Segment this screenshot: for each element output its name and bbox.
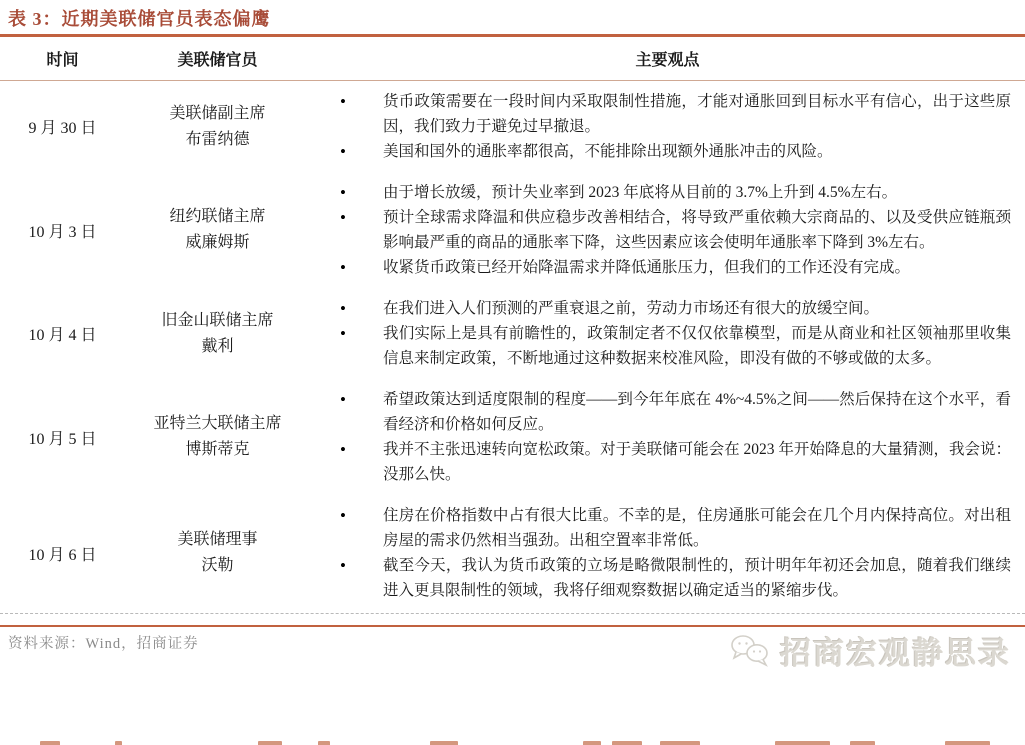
view-point: • 货币政策需要在一段时间内采取限制性措施，才能对通胀回到目标水平有信心，出于这些原因，我们致力于避免过早撤退。: [310, 89, 1011, 139]
row-official: [125, 411, 310, 463]
view-point: • 我们实际上是具有前瞻性的，政策制定者不仅仅依靠模型，而是从商业和社区领袖那里收集信息来制定政策，不断地通过这种数据来校准风险，即没有做的不够或做的太多。: [310, 321, 1011, 371]
official-title: 美联储理事: [177, 531, 258, 548]
official-name: 布雷纳德: [185, 130, 250, 148]
view-point: • 我并不主张迅速转向宽松政策。对于美联储可能会在 2023 年开始降息的大量猜测，我会说：没那么快。: [310, 437, 1011, 487]
footer: [0, 627, 1025, 671]
official-name: 戴利: [201, 337, 234, 355]
row-views: [310, 296, 1025, 371]
table-row: [0, 495, 1025, 611]
row-official: [125, 101, 310, 153]
row-date: 10 月 6 日: [28, 546, 97, 564]
row-views: [310, 89, 1025, 164]
table-row: [0, 288, 1025, 379]
official-title: 纽约联储主席: [169, 208, 266, 225]
view-point: • 由于增长放缓，预计失业率到 2023 年底将从目前的 3.7%上升到 4.5%左右。: [310, 180, 1011, 205]
view-point: • 截至今天，我认为货币政策的立场是略微限制性的，预计明年年初还会加息，随着我们继续进入更具限制性的领域，我将仔细观察数据以确定适当的紧缩步伐。: [310, 553, 1011, 603]
table-title: 表 3：近期美联储官员表态偏鹰: [8, 9, 271, 29]
official-name: 威廉姆斯: [185, 234, 250, 251]
official-title: 亚特兰大联储主席: [153, 415, 282, 432]
table-row: [0, 379, 1025, 495]
source-note: 资料来源：Wind，招商证券: [8, 636, 199, 652]
table-header-row: [0, 37, 1025, 80]
row-date: 10 月 5 日: [28, 430, 97, 448]
view-point: • 美国和国外的通胀率都很高，不能排除出现额外通胀冲击的风险。: [310, 139, 1011, 164]
row-official: [125, 527, 310, 579]
view-point: • 预计全球需求降温和供应稳步改善相结合，将导致严重依赖大宗商品的、以及受供应链瓶颈影响最严重的商品的通胀率下降，这些因素应该会使明年通胀率下降到 3%左右。: [310, 205, 1011, 255]
row-date: 10 月 3 日: [28, 223, 97, 241]
official-title: 旧金山联储主席: [161, 311, 274, 329]
header-views: 主要观点: [635, 52, 700, 69]
row-views: [310, 503, 1025, 603]
wechat-icon: [729, 633, 773, 669]
official-name: 博斯蒂克: [185, 441, 250, 458]
row-date: 9 月 30 日: [28, 120, 97, 137]
view-point: • 收紧货币政策已经开始降温需求并降低通胀压力，但我们的工作还没有完成。: [310, 255, 1011, 280]
table-bottom-divider: [0, 613, 1025, 614]
view-point: • 在我们进入人们预测的严重衰退之前，劳动力市场还有很大的放缓空间。: [310, 296, 1011, 321]
view-point: • 希望政策达到适度限制的程度——到今年年底在 4%~4.5%之间——然后保持在这个水平，看看经济和价格如何反应。: [310, 387, 1011, 437]
official-title: 美联储副主席: [169, 104, 266, 122]
wechat-watermark: [729, 628, 1011, 673]
row-official: [125, 308, 310, 360]
fed-officials-table: [0, 37, 1025, 614]
watermark-text: 招商宏观静思录: [780, 636, 1011, 671]
header-time: 时间: [46, 52, 79, 69]
row-date: 10 月 4 日: [28, 327, 97, 344]
cutoff-text-fragment: [0, 739, 1025, 745]
table-row: [0, 81, 1025, 172]
row-official: [125, 204, 310, 256]
official-name: 沃勒: [201, 557, 234, 574]
row-views: [310, 180, 1025, 280]
view-point: • 住房在价格指数中占有很大比重。不幸的是，住房通胀可能会在几个月内保持高位。对出租房屋的需求仍然相当强劲。出租空置率非常低。: [310, 503, 1011, 553]
header-official: 美联储官员: [177, 52, 258, 69]
row-views: [310, 387, 1025, 487]
table-row: [0, 172, 1025, 288]
